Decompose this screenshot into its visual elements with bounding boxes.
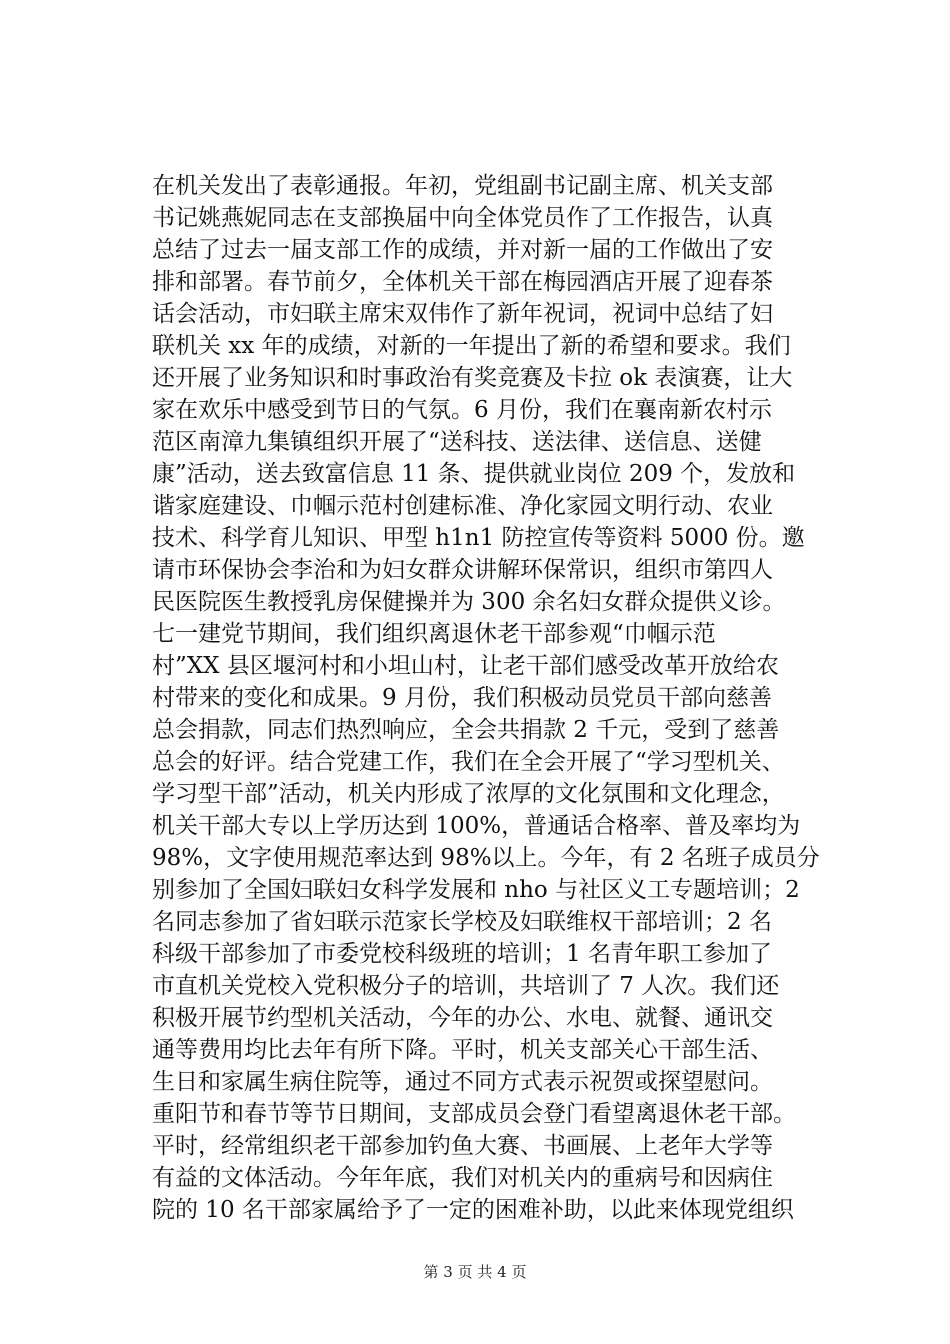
page-footer: 第 3 页 共 4 页 [423,1263,527,1281]
text-line: 重阳节和春节等节日期间，支部成员会登门看望离退休老干部。 [152,1101,796,1127]
text-line: 总会捐款，同志们热烈响应，全会共捐款 2 千元，受到了慈善 [152,717,780,743]
text-line: 谐家庭建设、巾帼示范村创建标准、净化家园文明行动、农业 [152,493,773,519]
text-line: 话会活动，市妇联主席宋双伟作了新年祝词，祝词中总结了妇 [152,301,773,327]
text-line: 范区南漳九集镇组织开展了“送科技、送法律、送信息、送健 [152,429,762,455]
text-line: 积极开展节约型机关活动，今年的办公、水电、就餐、通讯交 [152,1005,773,1031]
text-line: 家在欢乐中感受到节日的气氛。6 月份，我们在襄南新农村示 [152,397,772,423]
text-line: 康”活动，送去致富信息 11 条、提供就业岗位 209 个，发放和 [152,461,796,487]
text-line: 还开展了业务知识和时事政治有奖竞赛及卡拉 ok 表演赛，让大 [152,365,793,391]
text-line: 别参加了全国妇联妇女科学发展和 nho 与社区义工专题培训；2 [152,877,800,903]
text-line: 有益的文体活动。今年年底，我们对机关内的重病号和因病住 [152,1165,773,1191]
text-line: 生日和家属生病住院等，通过不同方式表示祝贺或探望慰问。 [152,1069,773,1095]
text-line: 98%，文字使用规范率达到 98%以上。今年，有 2 名班子成员分 [152,845,820,871]
text-line: 通等费用均比去年有所下降。平时，机关支部关心干部生活、 [152,1037,773,1063]
text-line: 排和部署。春节前夕，全体机关干部在梅园酒店开展了迎春茶 [152,269,773,295]
text-line: 名同志参加了省妇联示范家长学校及妇联维权干部培训；2 名 [152,909,772,935]
text-line: 科级干部参加了市委党校科级班的培训；1 名青年职工参加了 [152,941,772,967]
text-line: 民医院医生教授乳房保健操并为 300 余名妇女群众提供义诊。 [152,589,786,615]
text-line: 平时，经常组织老干部参加钓鱼大赛、书画展、上老年大学等 [152,1133,773,1159]
text-line: 村”XX 县区堰河村和小坦山村，让老干部们感受改革开放给农 [152,653,779,679]
text-line: 院的 10 名干部家属给予了一定的困难补助，以此来体现党组织 [152,1197,794,1223]
text-line: 总会的好评。结合党建工作，我们在全会开展了“学习型机关、 [152,749,785,775]
text-line: 村带来的变化和成果。9 月份，我们积极动员党员干部向慈善 [152,685,772,711]
text-line: 学习型干部”活动，机关内形成了浓厚的文化氛围和文化理念， [152,781,785,807]
text-line: 市直机关党校入党积极分子的培训，共培训了 7 人次。我们还 [152,973,780,999]
text-line: 七一建党节期间，我们组织离退休老干部参观“巾帼示范 [152,621,716,647]
text-line: 技术、科学育儿知识、甲型 h1n1 防控宣传等资料 5000 份。邀 [152,525,805,551]
text-line: 书记姚燕妮同志在支部换届中向全体党员作了工作报告，认真 [152,205,773,231]
text-line: 机关干部大专以上学历达到 100%，普通话合格率、普及率均为 [152,813,801,839]
text-line: 在机关发出了表彰通报。年初，党组副书记副主席、机关支部 [152,173,773,199]
text-line: 联机关 xx 年的成绩，对新的一年提出了新的希望和要求。我们 [152,333,791,359]
text-line: 总结了过去一届支部工作的成绩，并对新一届的工作做出了安 [152,237,773,263]
text-line: 请市环保协会李治和为妇女群众讲解环保常识，组织市第四人 [152,557,773,583]
body-text [152,170,842,1226]
